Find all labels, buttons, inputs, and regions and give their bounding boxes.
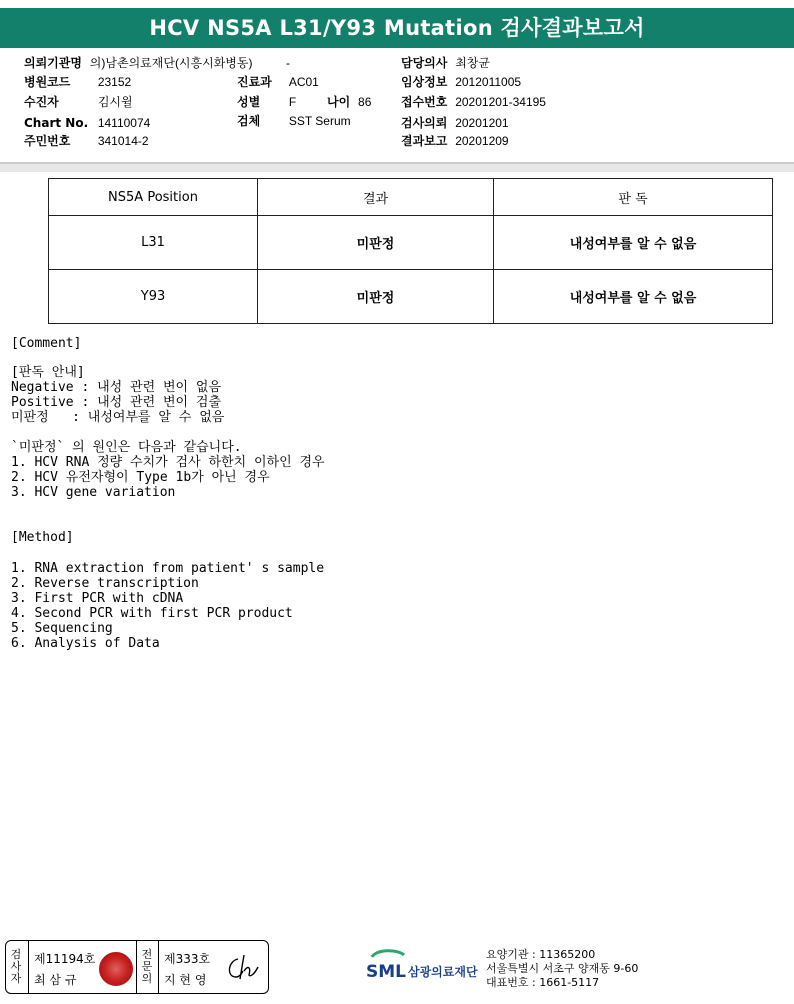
institution-field <box>24 54 252 72</box>
method-step: 3. First PCR with cDNA <box>11 591 184 606</box>
chart-field <box>24 114 150 132</box>
seal-stamp-icon <box>99 952 133 986</box>
sex-value: F <box>288 95 297 109</box>
age-value: 86 <box>358 95 372 109</box>
divider <box>158 941 159 993</box>
dept-value: AC01 <box>288 75 319 89</box>
specimen-field <box>237 112 351 130</box>
reviewer-name: 지 현 영 <box>164 973 207 987</box>
patient-label: 수진자 <box>24 95 59 109</box>
examiner-name: 최 삼 규 <box>34 973 77 987</box>
report-date-field <box>401 132 509 150</box>
resident-value: 341014-2 <box>97 134 149 148</box>
comment-heading: [Comment] <box>11 336 82 351</box>
receipt-label: 접수번호 <box>401 95 448 109</box>
request-value: 20201201 <box>455 116 509 130</box>
patient-field <box>24 93 133 111</box>
row-interpretation: 내성여부를 알 수 없음 <box>494 216 773 270</box>
sex-label: 성별 <box>237 95 261 109</box>
row-interpretation: 내성여부를 알 수 없음 <box>494 270 773 324</box>
reviewer-label-text: 전문의 <box>141 948 153 985</box>
institution-extra <box>286 54 290 72</box>
chart-value: 14110074 <box>97 116 151 130</box>
method-heading: [Method] <box>11 530 74 545</box>
section-divider <box>0 164 794 172</box>
results-header-row <box>49 179 773 216</box>
header-interpretation: 판 독 <box>494 179 773 216</box>
results-table <box>48 178 773 324</box>
specimen-label: 검체 <box>237 114 261 128</box>
sml-logo-text: SML <box>366 962 406 981</box>
examiner-label-text: 검사자 <box>10 948 22 985</box>
table-row <box>49 270 773 324</box>
cause-intro: `미판정` 의 원인은 다음과 같습니다. <box>11 440 242 455</box>
doctor-label: 담당의사 <box>401 56 448 70</box>
guide-line: 미판정 : 내성여부를 알 수 없음 <box>11 410 225 425</box>
method-step: 5. Sequencing <box>11 621 113 636</box>
cause-line: 1. HCV RNA 정량 수치가 검사 하한치 이하인 경우 <box>11 455 325 470</box>
doctor-field <box>401 54 490 72</box>
doctor-value: 최창균 <box>455 56 490 70</box>
institution-label: 의뢰기관명 <box>24 56 82 70</box>
sml-logo-icon <box>366 947 410 981</box>
reviewer-label <box>137 941 157 993</box>
resident-field <box>24 132 149 150</box>
dept-field <box>237 73 319 91</box>
request-label: 검사의뢰 <box>401 116 448 130</box>
examiner-label <box>6 941 26 993</box>
signature-icon <box>224 953 262 983</box>
report-date-value: 20201209 <box>455 134 509 148</box>
row-position: L31 <box>49 216 258 270</box>
cause-line: 3. HCV gene variation <box>11 485 176 500</box>
report-footer <box>0 932 794 1004</box>
guide-line: Positive : 내성 관련 변이 검출 <box>11 395 222 410</box>
header-result: 결과 <box>258 179 494 216</box>
row-result: 미판정 <box>258 216 494 270</box>
report-title: HCV NS5A L31/Y93 Mutation 검사결과보고서 <box>0 8 794 48</box>
institution-extra-value: - <box>286 56 290 70</box>
reviewer-license: 제333호 <box>164 952 211 966</box>
divider <box>28 941 29 993</box>
method-step: 1. RNA extraction from patient' s sample <box>11 561 325 576</box>
specimen-value: SST Serum <box>288 114 351 128</box>
report-date-label: 결과보고 <box>401 134 448 148</box>
guide-heading: [판독 안내] <box>11 365 85 380</box>
cause-line: 2. HCV 유전자형이 Type 1b가 아닌 경우 <box>11 470 270 485</box>
hospital-code-field <box>24 73 131 91</box>
age-label: 나이 <box>327 95 351 109</box>
method-step: 6. Analysis of Data <box>11 636 160 651</box>
receipt-value: 20201201-34195 <box>455 95 546 109</box>
hospital-code-value: 23152 <box>97 75 132 89</box>
clinical-field <box>401 73 521 91</box>
age-field <box>327 93 371 111</box>
guide-line: Negative : 내성 관련 변이 없음 <box>11 380 222 395</box>
clinical-label: 임상정보 <box>401 75 448 89</box>
sex-field <box>237 93 296 111</box>
method-step: 4. Second PCR with first PCR product <box>11 606 293 621</box>
row-position: Y93 <box>49 270 258 324</box>
method-step: 2. Reverse transcription <box>11 576 199 591</box>
org-phone: 대표번호 : 1661-5117 <box>486 976 600 989</box>
hospital-code-label: 병원코드 <box>24 75 71 89</box>
report-header <box>0 48 794 164</box>
clinical-value: 2012011005 <box>455 75 522 89</box>
chart-label: Chart No. <box>24 116 89 130</box>
signature-box <box>5 940 269 994</box>
examiner-license: 제11194호 <box>34 952 96 966</box>
header-position: NS5A Position <box>49 179 258 216</box>
institution-value: 의)남촌의료재단(시흥시화병동) <box>89 56 253 70</box>
request-field <box>401 114 509 132</box>
row-result: 미판정 <box>258 270 494 324</box>
patient-value: 김시윌 <box>97 95 133 109</box>
receipt-field <box>401 93 546 111</box>
dept-label: 진료과 <box>237 75 272 89</box>
org-address: 서울특별시 서초구 양재동 9-60 <box>486 962 639 975</box>
org-code: 요양기관 : 11365200 <box>486 948 596 961</box>
table-row <box>49 216 773 270</box>
resident-label: 주민번호 <box>24 134 71 148</box>
org-name: 삼광의료재단 <box>408 965 478 979</box>
